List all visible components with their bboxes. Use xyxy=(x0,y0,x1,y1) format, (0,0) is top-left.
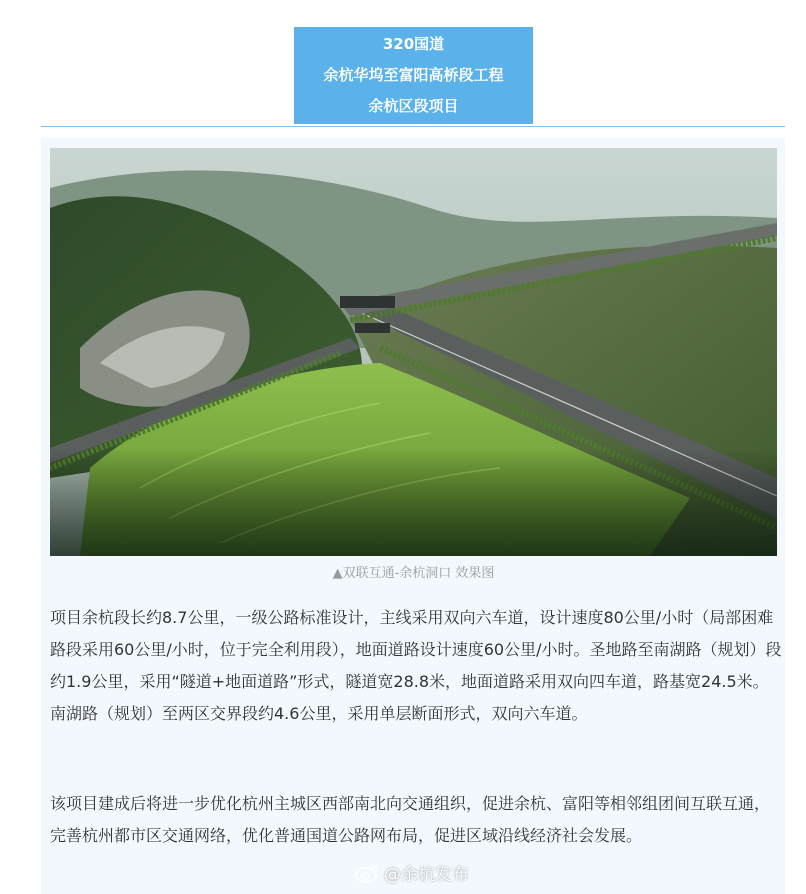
body-paragraph-2: 该项目建成后将进一步优化杭州主城区西部南北向交通组织，促进余杭、富阳等相邻组团间互联互通，完善杭州都市区交通网络，优化普通国道公路网布局，促进区域沿线经济社会发展。 xyxy=(50,794,771,845)
image-caption: ▲双联互通-余杭洞口 效果图 xyxy=(332,566,495,581)
title-banner xyxy=(294,27,533,124)
title-line-3: 余杭区段项目 xyxy=(368,97,459,115)
watermark xyxy=(355,860,469,885)
title-divider xyxy=(41,126,785,127)
rendering-photo[interactable] xyxy=(50,148,777,556)
weibo-icon xyxy=(355,863,379,883)
aerial-rendering-image xyxy=(50,148,777,556)
watermark-text: @余杭发布 xyxy=(384,865,469,885)
title-line-2: 余杭华坞至富阳高桥段工程 xyxy=(323,66,504,84)
title-line-1: 320国道 xyxy=(382,35,445,53)
body-paragraph-1: 项目余杭段长约8.7公里，一级公路标准设计，主线采用双向六车道，设计速度80公里/小时（局部困难路段采用60公里/小时，位于完全利用段），地面道路设计速度60公里/小时。圣地路至南湖路（规划）段约1.9公里，采用“隧道+地面道路”形式，隧道宽28.8米，地面道路采用双向四车道，路基宽24.5米。南湖路（规划）至两区交界段约4.6公里，采用单层断面形式，双向六车道。 xyxy=(50,608,782,723)
